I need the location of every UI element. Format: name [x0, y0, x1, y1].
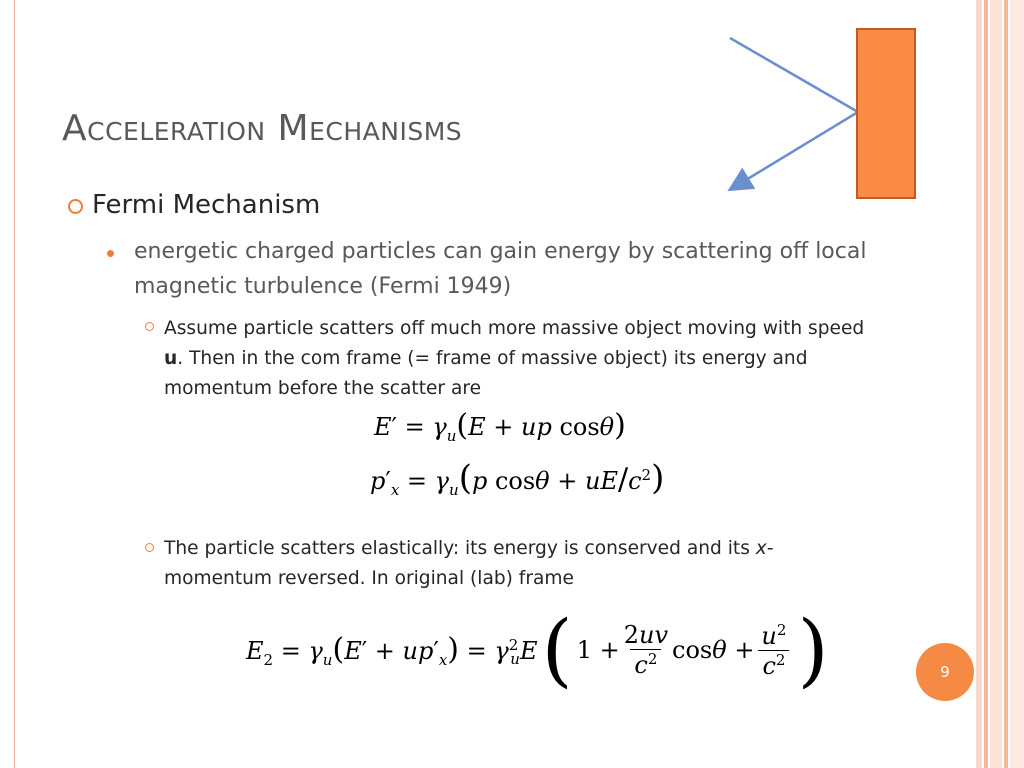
- incoming-particle-path: [730, 38, 858, 112]
- equation-momentum-com: $p'_x = \gamma_u(p$ $\cos\theta + uE/c^2$): [370, 458, 665, 499]
- slide-number-badge: 9: [916, 643, 974, 701]
- bullet-small-ring-icon: [145, 322, 154, 331]
- bullet-assume-particle: Assume particle scatters off much more massive object moving with speed u. Then in the com frame (= frame of massive object) its energy and momentum before the scatter are: [164, 318, 865, 399]
- slide-title: Acceleration Mechanisms: [62, 108, 463, 149]
- bullet-small-ring-icon: [145, 543, 154, 552]
- right-decorative-stripes: [976, 0, 1024, 768]
- bullet-fermi-mechanism: Fermi Mechanism: [92, 190, 321, 220]
- bullet-dot-icon: [107, 250, 114, 257]
- bullet-elastic-scatter: The particle scatters elastically: its energy is conserved and its x-momentum reversed. In original (lab) frame: [164, 538, 774, 589]
- massive-object-box: [857, 29, 915, 198]
- equation-energy-com: $E' = \gamma_u(E$ + up cosθ): [374, 408, 626, 445]
- equation-energy-lab: $E_2 = \gamma_u(E' + up'_x) = \gamma^2_uE$ ( 1 + $\frac{2uv}{c^2}$ cosθ + $\frac{u^2}{c^2}$ ): [246, 603, 829, 696]
- outgoing-particle-arrow: [736, 112, 858, 186]
- scattering-diagram: [720, 28, 930, 208]
- bullet-energetic-particles: energetic charged particles can gain energy by scattering off local magnetic turbulence (Fermi 1949): [134, 239, 867, 299]
- left-border-line: [14, 0, 15, 768]
- bullet-ring-icon: [68, 199, 83, 214]
